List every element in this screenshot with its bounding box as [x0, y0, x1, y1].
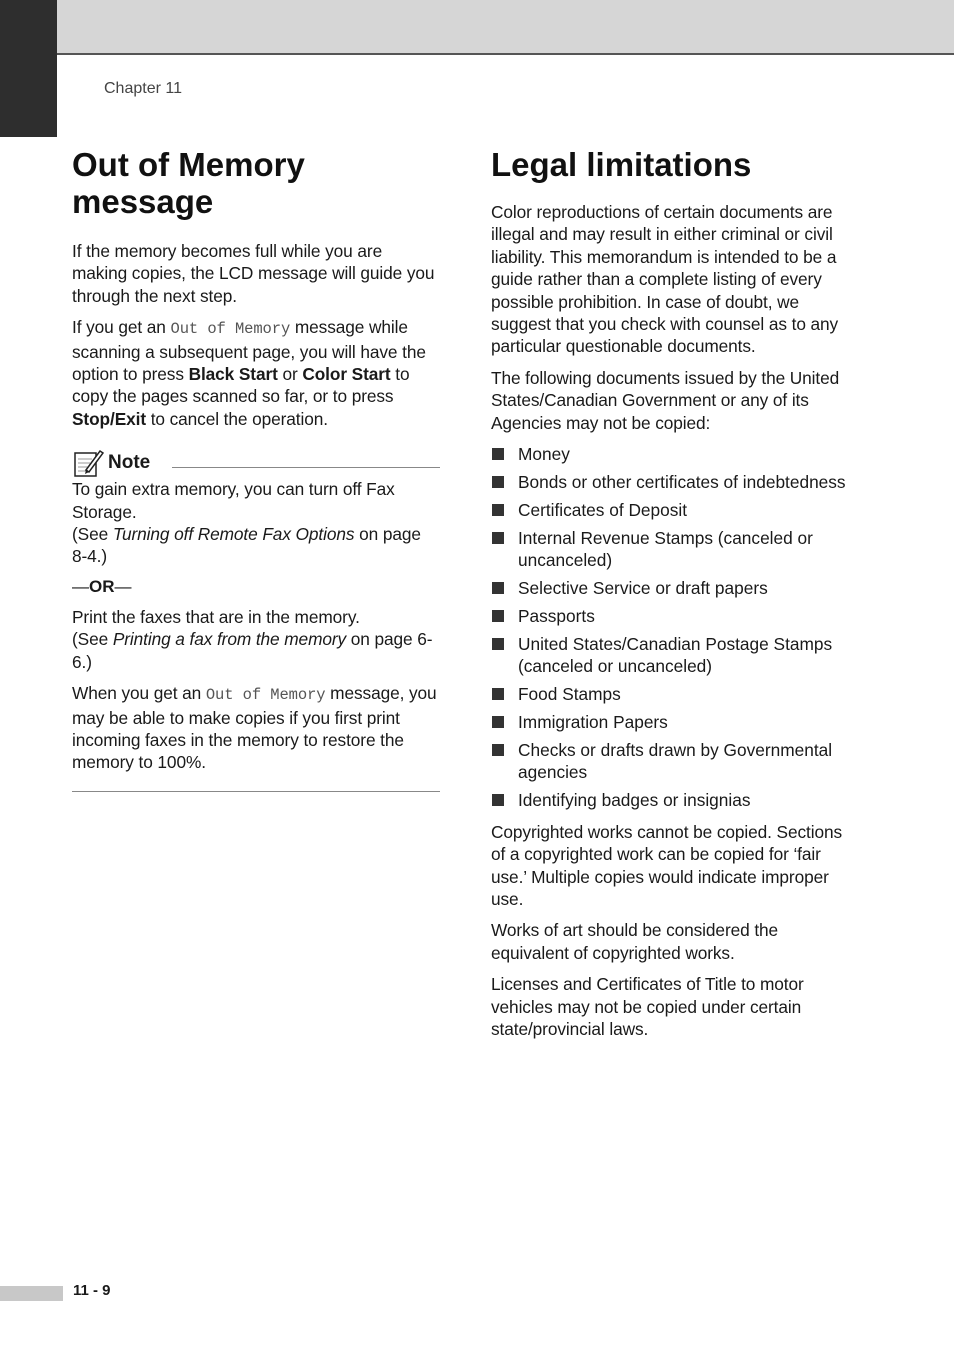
note-title: Note [108, 452, 151, 474]
note-paragraph-extra-memory: To gain extra memory, you can turn off Fax Storage. (See Turning off Remote Fax Options on page 8-4.) [72, 479, 421, 567]
square-bullet-icon [492, 744, 504, 756]
list-item: Selective Service or draft papers [491, 577, 859, 599]
reference-printing-fax: Printing a fax from the memory [112, 629, 347, 650]
note-paragraph-restore-memory: When you get an Out of Memory message, you may be able to make copies if you first print incoming faxes in the memory to restore the memory to 100%. [72, 683, 437, 773]
paragraph-color-reproductions: Color reproductions of certain documents are illegal and may result in either criminal or civil liability. This memorandum is intended to be a guide rather than a complete listing of every possible prohibition. In case of doubt, we suggest that you check with counsel as to any particular questionable documents. [491, 202, 839, 357]
list-item: Food Stamps [491, 683, 859, 705]
square-bullet-icon [492, 794, 504, 806]
right-column [491, 140, 859, 1049]
lcd-message: Out of Memory [205, 686, 326, 705]
square-bullet-icon [492, 688, 504, 700]
square-bullet-icon [492, 610, 504, 622]
list-item: Immigration Papers [491, 711, 859, 733]
section-title-legal-limitations: Legal limitations [491, 146, 752, 183]
list-item: Bonds or other certificates of indebtedness [491, 471, 859, 493]
paragraph-memory-full: If the memory becomes full while you are making copies, the LCD message will guide you through the next step. [72, 241, 435, 306]
reference-remote-fax-options: Turning off Remote Fax Options [112, 524, 355, 545]
list-item: Passports [491, 605, 859, 627]
square-bullet-icon [492, 448, 504, 460]
list-item: United States/Canadian Postage Stamps (canceled or uncanceled) [491, 633, 859, 678]
note-pencil-icon [72, 448, 104, 478]
note-divider [172, 467, 440, 468]
section-title-out-of-memory: Out of Memory message [72, 146, 305, 220]
lcd-message: Out of Memory [170, 320, 291, 339]
or-separator: —OR— [72, 576, 132, 596]
key-stop-exit: Stop/Exit [72, 408, 146, 429]
note-paragraph-print-faxes: Print the faxes that are in the memory. (See Printing a fax from the memory on page 6-6.) [72, 606, 433, 672]
key-color-start: Color Start [302, 364, 391, 385]
square-bullet-icon [492, 532, 504, 544]
header-band [0, 0, 954, 55]
list-item: Money [491, 443, 859, 465]
key-black-start: Black Start [188, 364, 278, 385]
prohibited-documents-list [491, 443, 859, 812]
square-bullet-icon [492, 638, 504, 650]
chapter-tab [0, 0, 57, 137]
paragraph-works-of-art: Works of art should be considered the equivalent of copyrighted works. [491, 920, 779, 963]
left-column [72, 140, 440, 792]
paragraph-out-of-memory-scanning: If you get an Out of Memory message while scanning a subsequent page, you will have the option to press Black Start or Color Start to copy the pages scanned so far, or to press Stop/Exit to cancel the operation. [72, 317, 426, 429]
paragraph-following-documents: The following documents issued by the United States/Canadian Government or any of its Agencies may not be copied: [491, 367, 840, 433]
square-bullet-icon [492, 582, 504, 594]
footer-band [0, 1286, 63, 1301]
square-bullet-icon [492, 476, 504, 488]
note-header [72, 448, 440, 478]
note-bottom-divider [72, 791, 440, 792]
paragraph-copyrighted-works: Copyrighted works cannot be copied. Sections of a copyrighted work can be copied for ‘fair use.’ Multiple copies would indicate improper use. [491, 821, 843, 909]
list-item: Identifying badges or insignias [491, 789, 859, 811]
paragraph-licenses: Licenses and Certificates of Title to motor vehicles may not be copied under certain state/provincial laws. [491, 974, 804, 1039]
square-bullet-icon [492, 504, 504, 516]
chapter-label: Chapter 11 [104, 80, 182, 97]
page-number: 11 - 9 [73, 1282, 111, 1299]
list-item: Internal Revenue Stamps (canceled or uncanceled) [491, 527, 859, 572]
list-item: Checks or drafts drawn by Governmental agencies [491, 739, 859, 784]
square-bullet-icon [492, 716, 504, 728]
list-item: Certificates of Deposit [491, 499, 859, 521]
